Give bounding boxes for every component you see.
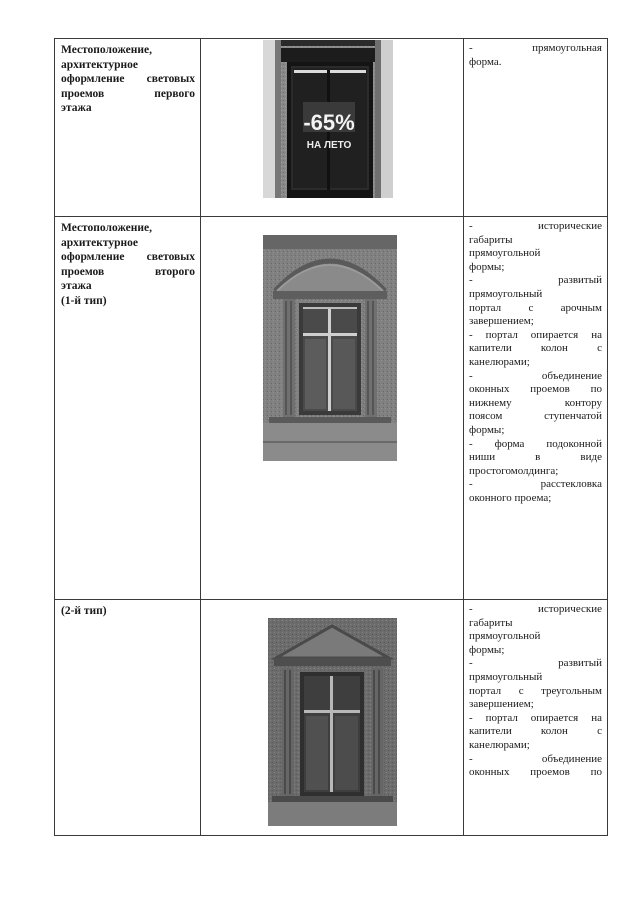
label-cell: [55, 600, 201, 836]
storefront-window-photo: [263, 40, 393, 198]
arched-portal-drawing: [263, 235, 397, 461]
row-label: Местоположение, архитектурное оформление световых проемов первого этажа: [61, 44, 195, 114]
triangular-portal-window-photo: [268, 618, 397, 826]
label-cell: [55, 39, 201, 217]
row-label: (2-й тип): [61, 605, 107, 617]
label-cell: [55, 217, 201, 600]
row-label: Местоположение, архитектурное оформление световых проемов второго этажа (1-й тип): [61, 222, 195, 307]
sale-sign-text: -65%: [303, 110, 355, 135]
description-cell: [464, 600, 608, 836]
storefront-photo-drawing: [263, 40, 393, 198]
triangular-portal-drawing: [268, 618, 397, 826]
description-cell: [464, 39, 608, 217]
row-description: - исторические габариты прямоугольной формы; - развитый прямоугольный портал с треугольным завершением; - портал опирается на капители колон с канелюрами; - объединение оконных проемов по: [469, 603, 602, 779]
description-cell: [464, 217, 608, 600]
sale-sign-subtext: НА ЛЕТО: [306, 140, 352, 151]
arched-portal-window-photo: [263, 235, 397, 461]
row-description: - исторические габариты прямоугольной формы; - развитый прямоугольный портал с арочным завершением; - портал опирается на капители колон с канелюрами; - объединение оконных проемов по нижнему контору поясом ступенчатой формы; - форма подоконной ниши в виде простогомолдинга; - расстекловка оконного проема;: [469, 220, 602, 504]
row-description: - прямоугольная форма.: [469, 42, 602, 68]
